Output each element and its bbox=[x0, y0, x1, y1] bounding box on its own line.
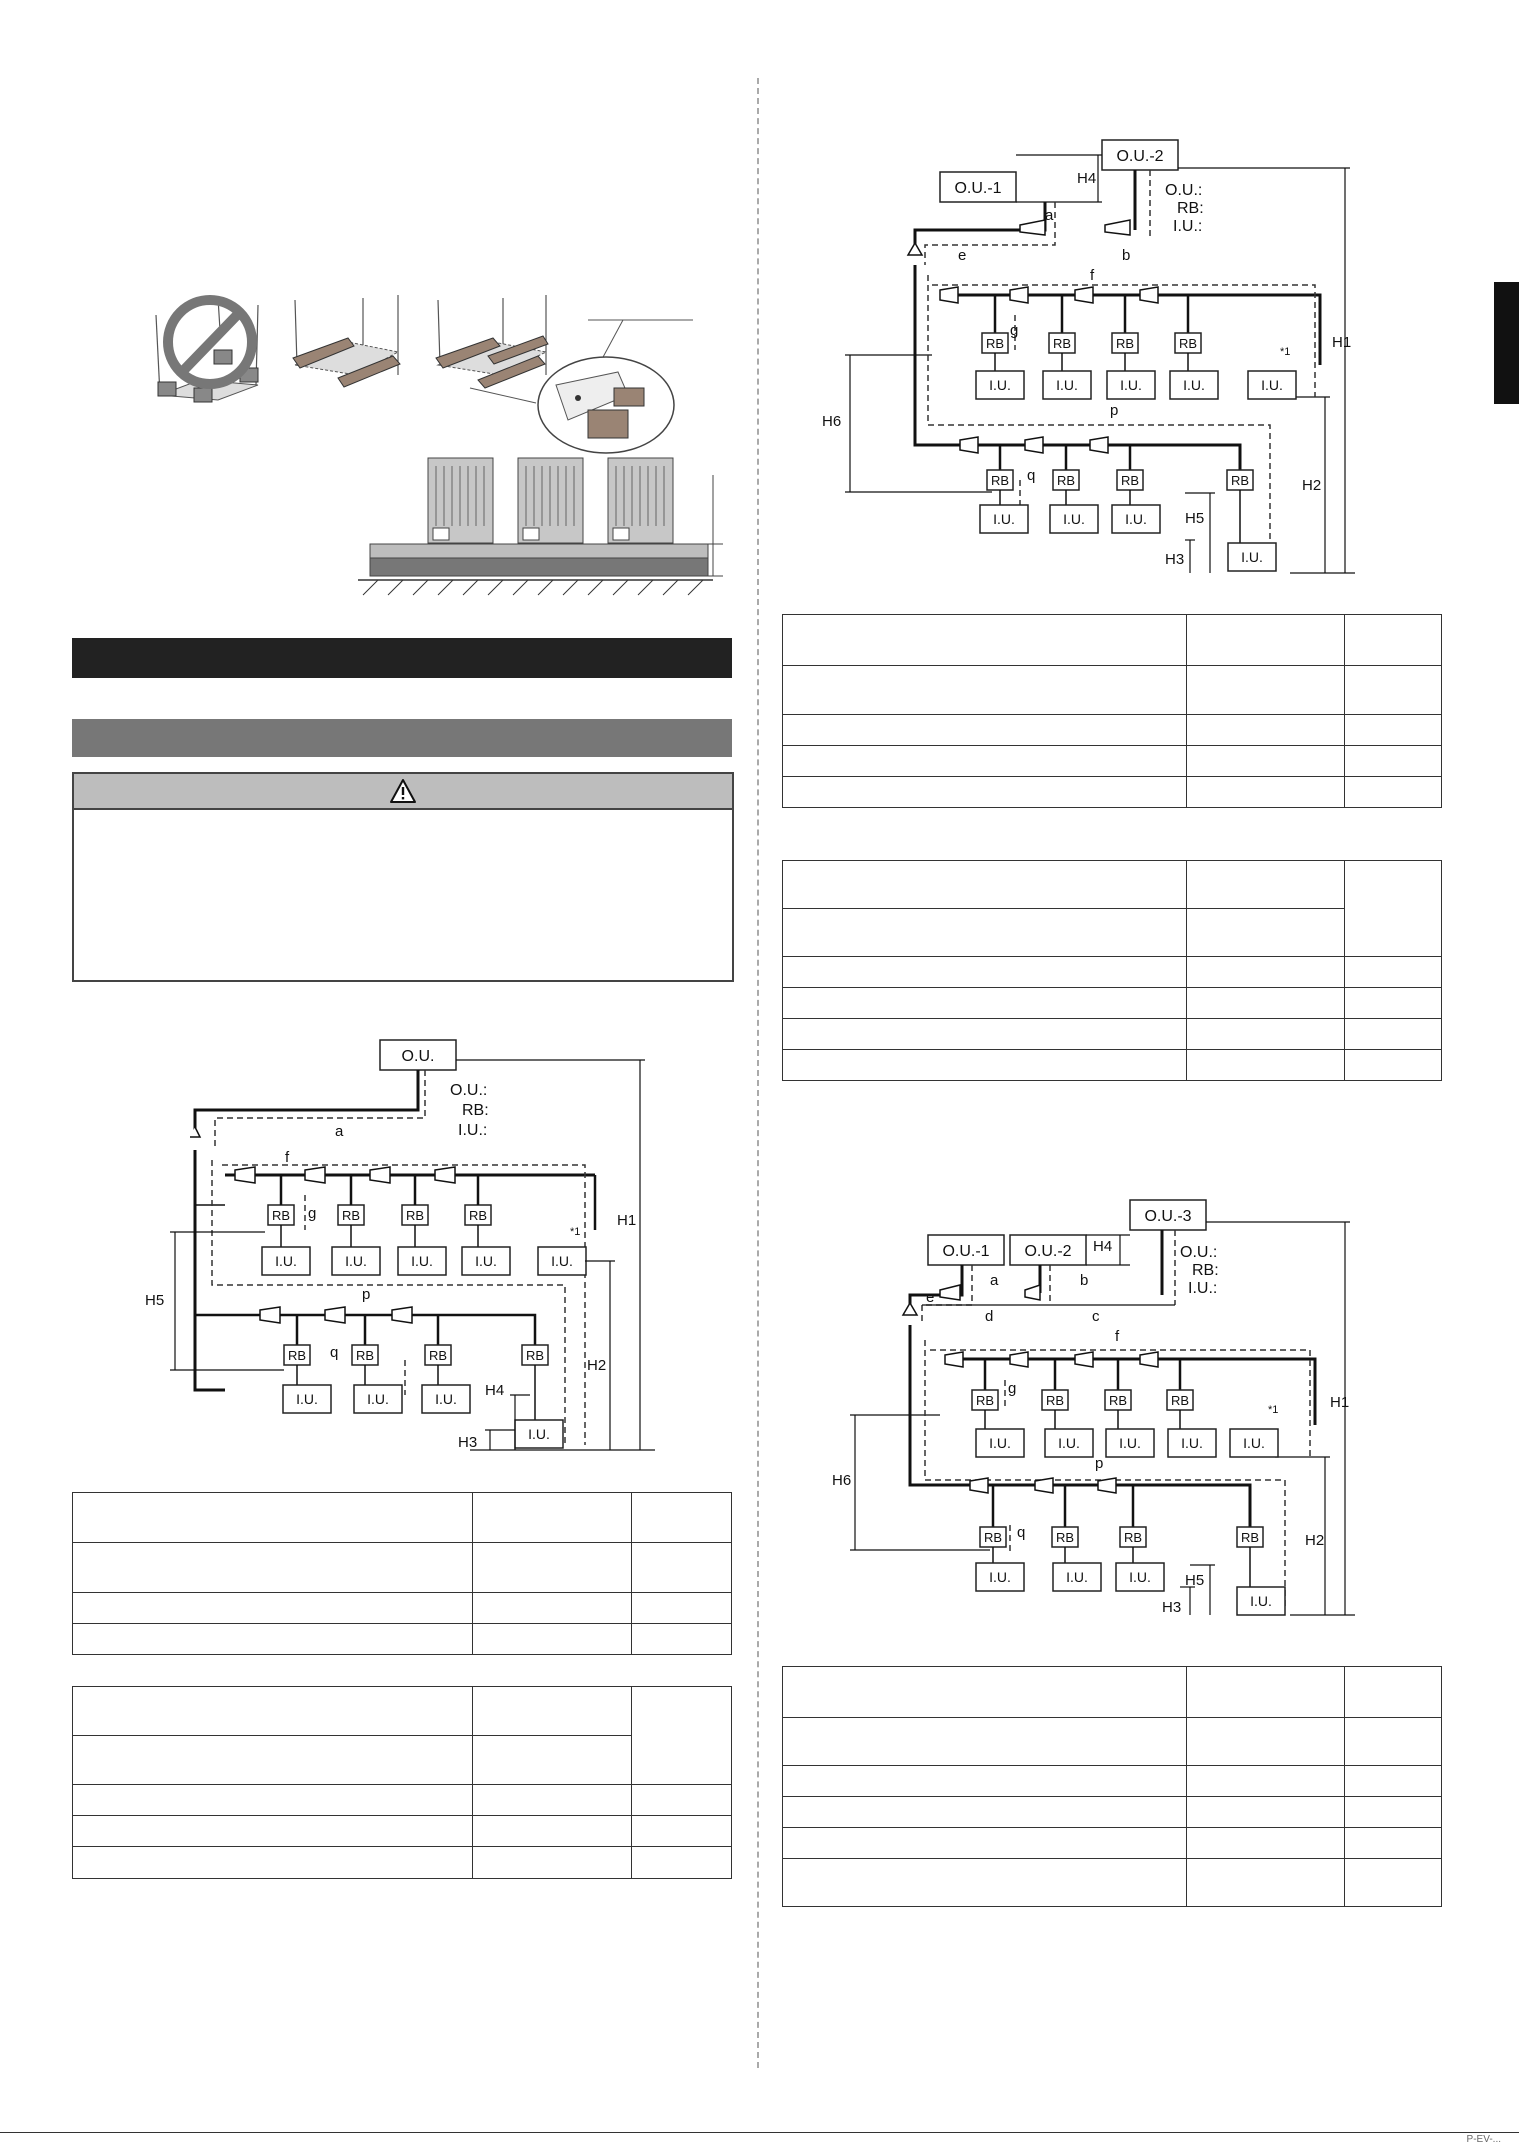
rb-label: RB bbox=[287, 1348, 307, 1363]
rb-label: RB bbox=[428, 1348, 448, 1363]
label-a: a bbox=[1045, 207, 1054, 224]
iu-label: I.U. bbox=[1058, 1435, 1080, 1451]
label-q: q bbox=[1017, 1524, 1026, 1541]
ou2-box-label: O.U.-2 bbox=[1024, 1243, 1072, 1260]
ou2-box-label: O.U.-2 bbox=[1116, 148, 1164, 165]
label-e: e bbox=[926, 1289, 935, 1306]
ou-box-label: O.U. bbox=[401, 1048, 435, 1065]
iu-label: I.U. bbox=[1056, 377, 1078, 393]
rb-label: RB bbox=[405, 1208, 425, 1223]
rb-label: RB bbox=[1240, 1530, 1260, 1545]
iu-label: I.U. bbox=[1063, 511, 1085, 527]
label-h3: H3 bbox=[458, 1434, 478, 1451]
ou3-box-label: O.U.-3 bbox=[1144, 1208, 1192, 1225]
label-e: e bbox=[958, 247, 967, 264]
label-p: p bbox=[1110, 402, 1119, 419]
iu-label: I.U. bbox=[1250, 1593, 1272, 1609]
iu-label: I.U. bbox=[1183, 377, 1205, 393]
rb-label: RB bbox=[1115, 336, 1135, 351]
iu-label: I.U. bbox=[367, 1391, 389, 1407]
rb-label: RB bbox=[975, 1393, 995, 1408]
warning-triangle-icon bbox=[389, 778, 417, 804]
ou1-box-label: O.U.-1 bbox=[942, 1243, 990, 1260]
label-h1: H1 bbox=[1330, 1394, 1350, 1411]
legend-ou: O.U.: bbox=[1180, 1244, 1218, 1261]
label-p: p bbox=[362, 1286, 371, 1303]
legend-iu: I.U.: bbox=[458, 1122, 488, 1139]
legend-iu: I.U.: bbox=[1173, 218, 1203, 235]
rb-label: RB bbox=[983, 1530, 1003, 1545]
iu-label: I.U. bbox=[1243, 1435, 1265, 1451]
label-b: b bbox=[1080, 1272, 1089, 1289]
label-h6: H6 bbox=[822, 413, 842, 430]
label-h4: H4 bbox=[1077, 170, 1097, 187]
footer-rule bbox=[0, 2132, 1519, 2133]
iu-label: I.U. bbox=[1181, 1435, 1203, 1451]
rb-label: RB bbox=[1178, 336, 1198, 351]
label-star1: *1 bbox=[1268, 1404, 1279, 1416]
legend-rb: RB: bbox=[1192, 1262, 1219, 1279]
iu-label: I.U. bbox=[993, 511, 1015, 527]
rb-label: RB bbox=[985, 336, 1005, 351]
rb-label: RB bbox=[525, 1348, 545, 1363]
label-a: a bbox=[335, 1123, 344, 1140]
iu-label: I.U. bbox=[551, 1253, 573, 1269]
table-right-3 bbox=[782, 1666, 1442, 1907]
label-h4: H4 bbox=[1093, 1238, 1113, 1255]
iu-label: I.U. bbox=[1241, 549, 1263, 565]
label-h2: H2 bbox=[587, 1357, 607, 1374]
rb-label: RB bbox=[271, 1208, 291, 1223]
rb-label: RB bbox=[1055, 1530, 1075, 1545]
label-h2: H2 bbox=[1305, 1532, 1325, 1549]
installation-illustrations bbox=[148, 290, 693, 625]
label-h5: H5 bbox=[1185, 1572, 1205, 1589]
iu-label: I.U. bbox=[989, 1569, 1011, 1585]
label-p: p bbox=[1095, 1455, 1104, 1472]
iu-label: I.U. bbox=[345, 1253, 367, 1269]
rb-label: RB bbox=[1123, 1530, 1143, 1545]
legend-iu: I.U.: bbox=[1188, 1280, 1218, 1297]
outdoor-units-on-base-figure bbox=[358, 458, 723, 595]
table-left-2 bbox=[72, 1686, 732, 1879]
label-h3: H3 bbox=[1165, 551, 1185, 568]
table-right-2 bbox=[782, 860, 1442, 1081]
label-q: q bbox=[330, 1344, 339, 1361]
warning-header bbox=[74, 774, 732, 810]
rb-label: RB bbox=[341, 1208, 361, 1223]
piping-diagram-two-ou bbox=[822, 135, 1380, 580]
rb-label: RB bbox=[1052, 336, 1072, 351]
iu-label: I.U. bbox=[1066, 1569, 1088, 1585]
rb-label: RB bbox=[1056, 473, 1076, 488]
label-f: f bbox=[1090, 267, 1095, 284]
label-h6: H6 bbox=[832, 1472, 852, 1489]
label-h1: H1 bbox=[1332, 334, 1352, 351]
piping-diagram-single-ou bbox=[140, 1035, 670, 1465]
rb-label: RB bbox=[468, 1208, 488, 1223]
label-h2: H2 bbox=[1302, 477, 1322, 494]
label-star1: *1 bbox=[1280, 346, 1291, 358]
label-f: f bbox=[1115, 1328, 1120, 1345]
iu-label: I.U. bbox=[1120, 377, 1142, 393]
column-divider bbox=[757, 78, 759, 2068]
label-c: c bbox=[1092, 1308, 1100, 1325]
rb-label: RB bbox=[1108, 1393, 1128, 1408]
label-h3: H3 bbox=[1162, 1599, 1182, 1616]
label-g: g bbox=[308, 1205, 317, 1222]
iu-label: I.U. bbox=[275, 1253, 297, 1269]
correct-installation-figure-1 bbox=[293, 295, 400, 387]
label-h4: H4 bbox=[485, 1382, 505, 1399]
iu-label: I.U. bbox=[435, 1391, 457, 1407]
label-star1: *1 bbox=[570, 1226, 581, 1238]
legend-ou: O.U.: bbox=[450, 1082, 488, 1099]
label-g: g bbox=[1008, 1380, 1017, 1397]
prohibited-installation-figure bbox=[156, 298, 258, 402]
ou1-box-label: O.U.-1 bbox=[954, 180, 1002, 197]
rb-label: RB bbox=[355, 1348, 375, 1363]
label-g: g bbox=[1010, 322, 1019, 339]
label-d: d bbox=[985, 1308, 994, 1325]
label-a: a bbox=[990, 1272, 999, 1289]
footer-code: P-EV-... bbox=[1466, 2134, 1501, 2145]
table-right-1 bbox=[782, 614, 1442, 808]
iu-label: I.U. bbox=[1261, 377, 1283, 393]
rb-label: RB bbox=[1170, 1393, 1190, 1408]
label-h1: H1 bbox=[617, 1212, 637, 1229]
iu-label: I.U. bbox=[989, 1435, 1011, 1451]
warning-box bbox=[72, 772, 734, 982]
rb-label: RB bbox=[1230, 473, 1250, 488]
rb-label: RB bbox=[1045, 1393, 1065, 1408]
correct-installation-figure-2 bbox=[436, 295, 693, 453]
iu-label: I.U. bbox=[1119, 1435, 1141, 1451]
subsection-heading-bar bbox=[72, 719, 732, 757]
label-h5: H5 bbox=[1185, 510, 1205, 527]
iu-label: I.U. bbox=[296, 1391, 318, 1407]
iu-label: I.U. bbox=[528, 1426, 550, 1442]
iu-label: I.U. bbox=[475, 1253, 497, 1269]
label-f: f bbox=[285, 1149, 290, 1166]
iu-label: I.U. bbox=[989, 377, 1011, 393]
label-h5: H5 bbox=[145, 1292, 165, 1309]
iu-label: I.U. bbox=[1129, 1569, 1151, 1585]
label-b: b bbox=[1122, 247, 1131, 264]
table-left-1 bbox=[72, 1492, 732, 1655]
rb-label: RB bbox=[1120, 473, 1140, 488]
piping-diagram-three-ou bbox=[832, 1195, 1380, 1640]
legend-rb: RB: bbox=[1177, 200, 1204, 217]
rb-label: RB bbox=[990, 473, 1010, 488]
legend-ou: O.U.: bbox=[1165, 182, 1203, 199]
iu-label: I.U. bbox=[1125, 511, 1147, 527]
label-q: q bbox=[1027, 467, 1036, 484]
iu-label: I.U. bbox=[411, 1253, 433, 1269]
section-heading-bar bbox=[72, 638, 732, 678]
language-tab bbox=[1494, 282, 1519, 404]
legend-rb: RB: bbox=[462, 1102, 489, 1119]
